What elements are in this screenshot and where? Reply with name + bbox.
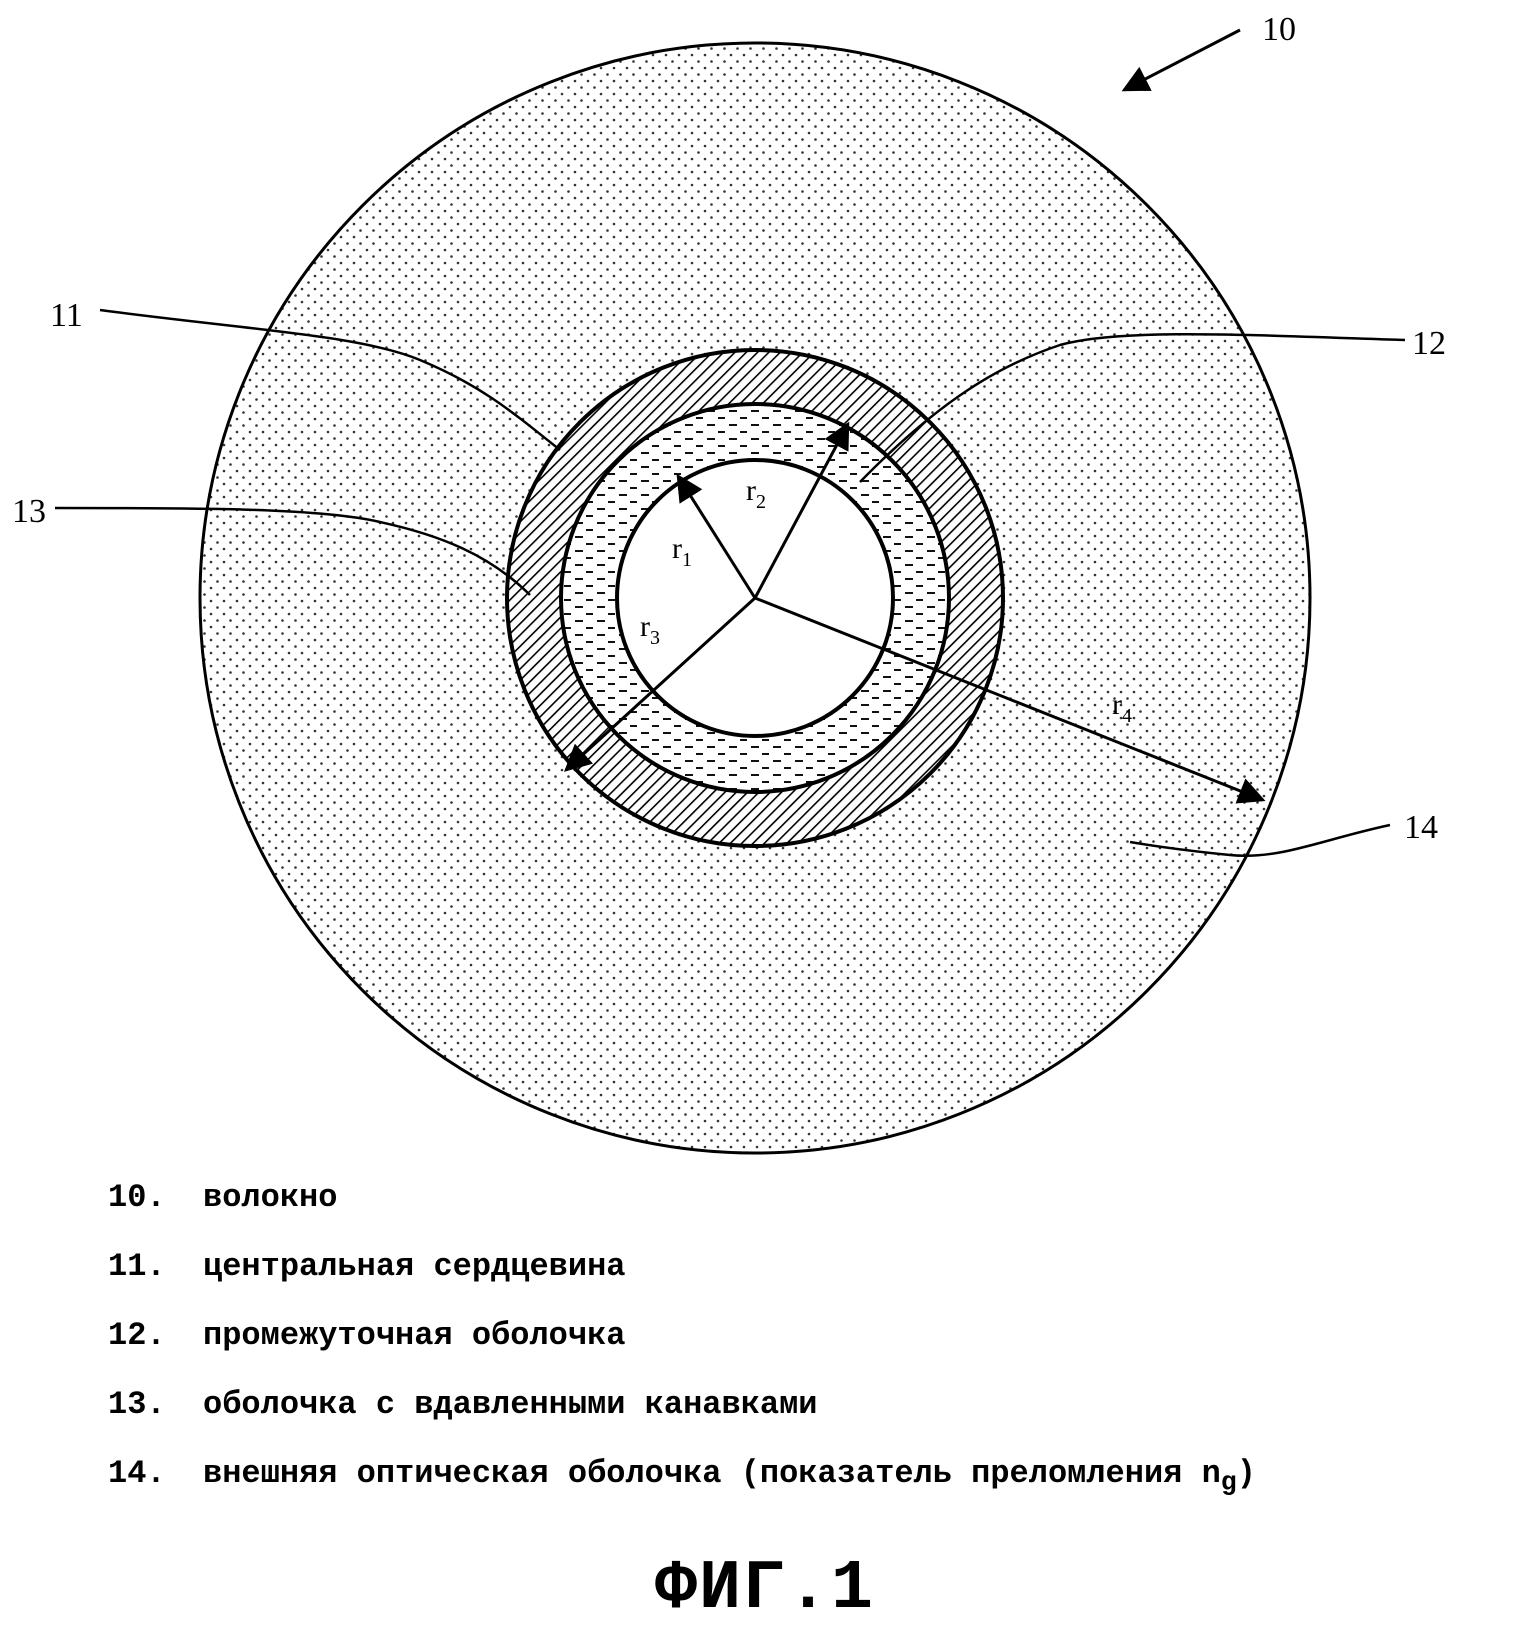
figure-caption: ФИГ.1 [654,1550,876,1629]
ref-number-10: 10 [1262,11,1296,48]
legend-text: внешняя оптическая оболочка (показатель преломления n [203,1455,1221,1492]
leader-line-10 [1124,30,1240,90]
legend-item-14 [108,1454,1256,1523]
ref-number-14: 14 [1404,809,1438,846]
legend-item-13 [108,1385,1256,1454]
radius-label-r4: $r_4$ [1112,688,1132,727]
ref-number-13: 13 [12,493,46,530]
radius-label-r3: $r_3$ [640,610,660,649]
legend-number: 11. [108,1248,166,1285]
legend-text: центральная сердцевина [203,1248,626,1285]
legend [108,1178,1256,1523]
legend-item-11 [108,1247,1256,1316]
legend-suffix: ) [1236,1455,1256,1492]
ref-number-12: 12 [1412,325,1446,362]
ref-number-11: 11 [50,297,83,334]
legend-subscript: g [1220,1468,1237,1499]
legend-number: 13. [108,1386,166,1423]
legend-text: волокно [203,1179,338,1216]
legend-number: 10. [108,1179,166,1216]
legend-item-10 [108,1178,1256,1247]
radius-label-r1: $r_1$ [672,532,692,571]
legend-item-12 [108,1316,1256,1385]
legend-text: промежуточная оболочка [203,1317,626,1354]
legend-number: 12. [108,1317,166,1354]
legend-number: 14. [108,1455,166,1492]
radius-label-r2: $r_2$ [746,474,766,513]
legend-text: оболочка с вдавленными канавками [203,1386,818,1423]
